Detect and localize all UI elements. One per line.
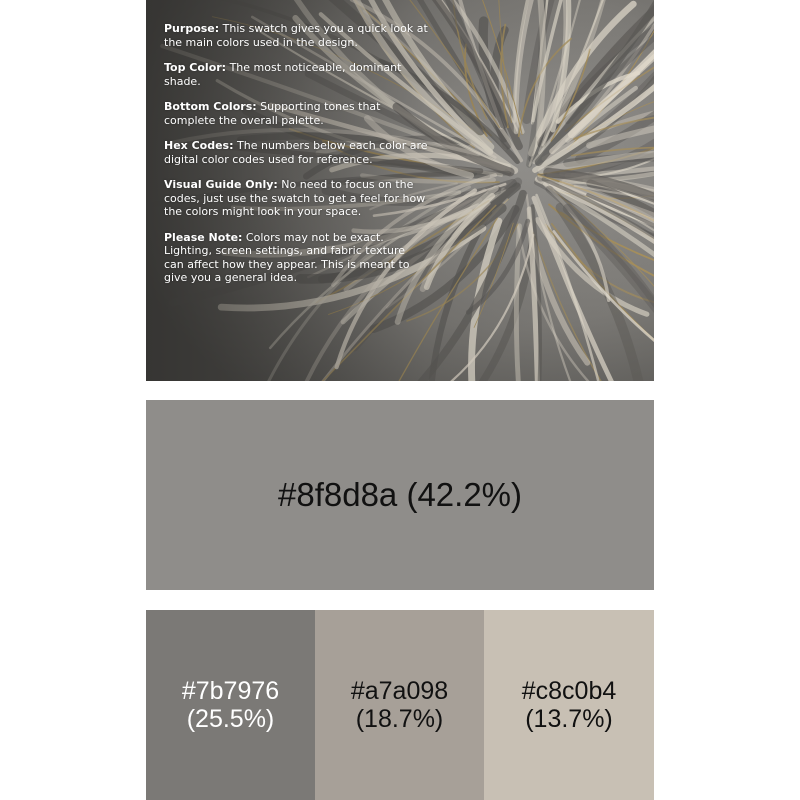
- bottom-color-swatch-3: [484, 610, 654, 800]
- bottom-color-swatch-2: [315, 610, 484, 800]
- swatch-notes: [164, 22, 428, 297]
- top-color-label: #8f8d8a (42.2%): [277, 476, 523, 513]
- bottom-color-hex-1: #7b7976: [181, 677, 280, 705]
- bottom-color-hex-2: #a7a098: [350, 677, 449, 705]
- bottom-color-percent-1: (25.5%): [186, 705, 275, 733]
- bottom-color-hex-3: #c8c0b4: [521, 677, 617, 705]
- top-color-swatch: [146, 400, 654, 590]
- note-purpose: Purpose: This swatch gives you a quick look at the main colors used in the design.: [164, 22, 428, 49]
- bottom-color-percent-2: (18.7%): [355, 705, 444, 733]
- bottom-color-swatch-1: [146, 610, 315, 800]
- note-please-note: Please Note: Colors may not be exact. Lighting, screen settings, and fabric texture can affect how they appear. This is meant to give you a general idea.: [164, 230, 410, 284]
- pattern-preview: [146, 0, 654, 381]
- note-top-color: Top Color: The most noticeable, dominant shade.: [164, 61, 402, 88]
- note-visual-guide: Visual Guide Only: No need to focus on the codes, just use the swatch to get a feel for how the colors might look in your space.: [164, 178, 426, 218]
- note-bottom-colors: Bottom Colors: Supporting tones that complete the overall palette.: [164, 100, 381, 127]
- note-hex-codes: Hex Codes: The numbers below each color are digital color codes used for reference.: [164, 139, 428, 166]
- bottom-color-percent-3: (13.7%): [525, 705, 613, 733]
